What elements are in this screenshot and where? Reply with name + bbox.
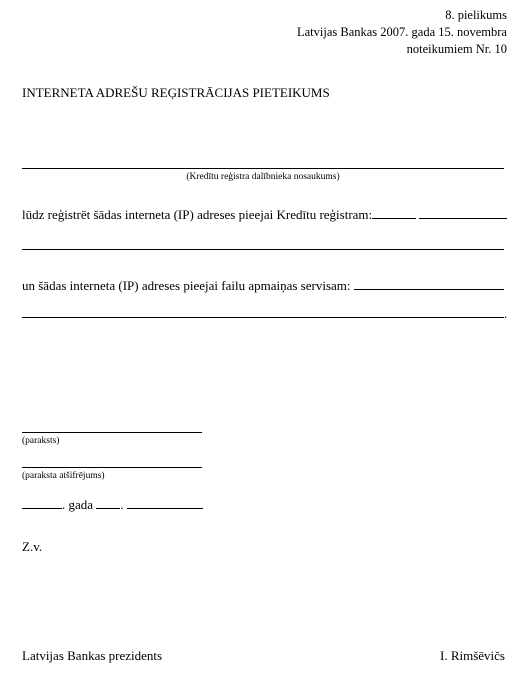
file-exchange-ip-line — [22, 306, 504, 318]
credit-register-ip-text: lūdz reģistrēt šādas interneta (IP) adreses pieejai Kredītu reģistram: — [22, 207, 373, 222]
date-day-dot: . — [120, 497, 124, 512]
file-exchange-ip-text: un šādas interneta (IP) adreses pieejai failu apmaiņas servisam: — [22, 278, 351, 293]
file-exchange-ip-line-row — [22, 306, 507, 322]
date-month-blank — [127, 497, 203, 509]
signature-decode-line — [22, 467, 202, 468]
annex-number: 8. pielikums — [445, 8, 507, 22]
credit-register-ip-blank-2 — [419, 207, 507, 219]
file-exchange-ip-request — [22, 278, 504, 294]
line-end-period: . — [504, 306, 508, 321]
date-year-blank — [22, 497, 62, 509]
signature-decode-caption: (paraksta atšifrējums) — [22, 471, 105, 481]
date-year-label: . gada — [62, 497, 94, 512]
annex-regulation-date: Latvijas Bankas 2007. gada 15. novembra — [296, 25, 507, 39]
president-title: Latvijas Bankas prezidents — [22, 648, 163, 663]
credit-register-ip-request — [22, 207, 507, 223]
date-day-blank — [96, 497, 120, 509]
signature-caption: (paraksts) — [22, 436, 60, 446]
participant-name-line — [22, 168, 504, 169]
seal-placeholder: Z.v. — [22, 539, 43, 554]
president-name: I. Rimšēvičs — [440, 648, 505, 663]
signature-line — [22, 432, 202, 433]
document-title: INTERNETA ADREŠU REĢISTRĀCIJAS PIETEIKUMS — [22, 85, 330, 100]
annex-regulation-number: noteikumiem Nr. 10 — [406, 42, 507, 56]
credit-register-ip-blank-1 — [372, 207, 416, 219]
credit-register-ip-line — [22, 249, 504, 250]
participant-name-caption: (Kredītu reģistra dalībnieka nosaukums) — [186, 172, 340, 182]
date-row — [22, 497, 203, 513]
file-exchange-ip-blank — [354, 278, 504, 290]
